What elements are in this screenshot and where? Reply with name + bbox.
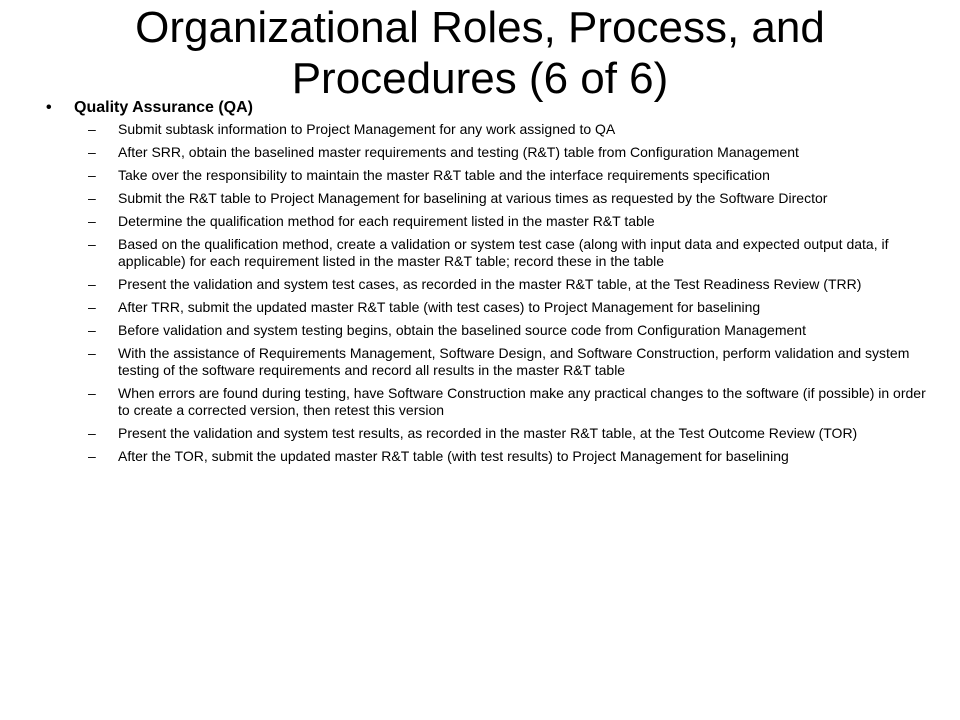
dash-marker: – xyxy=(88,213,96,229)
slide-content xyxy=(46,97,926,471)
dash-marker: – xyxy=(88,345,96,361)
sub-bullet-text: When errors are found during testing, have Software Construction make any practical changes to the software (if possible) in order to create a corrected version, then retest this version xyxy=(118,385,926,418)
slide-title: Organizational Roles, Process, and Procedures (6 of 6) xyxy=(135,3,825,103)
dash-marker: – xyxy=(88,322,96,338)
sub-bullet-text: Present the validation and system test results, as recorded in the master R&T table, at the Test Outcome Review (TOR) xyxy=(118,425,858,441)
sub-bullet-item xyxy=(46,425,926,442)
sub-bullet-item xyxy=(46,144,926,161)
sub-bullet-text: Determine the qualification method for each requirement listed in the master R&T table xyxy=(118,213,655,229)
sub-bullet-item xyxy=(46,448,926,465)
dash-marker: – xyxy=(88,448,96,464)
dash-marker: – xyxy=(88,190,96,206)
sub-bullet-text: After TRR, submit the updated master R&T table (with test cases) to Project Management for baselining xyxy=(118,299,761,315)
dash-marker: – xyxy=(88,236,96,252)
dash-marker: – xyxy=(88,276,96,292)
sub-bullet-text: After SRR, obtain the baselined master requirements and testing (R&T) table from Configuration Management xyxy=(118,144,799,160)
sub-bullet-item xyxy=(46,276,926,293)
bullet-dot: • xyxy=(46,99,52,116)
sub-bullet-text: Based on the qualification method, create a validation or system test case (along with input data and expected output data, if applicable) for each requirement listed in the master R&T table; record these in the table xyxy=(118,236,889,269)
sub-bullet-text: After the TOR, submit the updated master R&T table (with test results) to Project Management for baselining xyxy=(118,448,789,464)
dash-marker: – xyxy=(88,167,96,183)
sub-bullet-text: Submit the R&T table to Project Management for baselining at various times as requested by the Software Director xyxy=(118,190,828,206)
sub-bullet-list xyxy=(46,121,926,465)
sub-bullet-item xyxy=(46,385,926,419)
sub-bullet-item xyxy=(46,121,926,138)
dash-marker: – xyxy=(88,299,96,315)
dash-marker: – xyxy=(88,144,96,160)
dash-marker: – xyxy=(88,121,96,137)
sub-bullet-item xyxy=(46,322,926,339)
sub-bullet-item xyxy=(46,236,926,270)
section-heading: Quality Assurance (QA) xyxy=(74,99,254,116)
sub-bullet-item xyxy=(46,213,926,230)
sub-bullet-text: Take over the responsibility to maintain the master R&T table and the interface requirements specification xyxy=(118,167,770,183)
dash-marker: – xyxy=(88,425,96,441)
sub-bullet-item xyxy=(46,167,926,184)
sub-bullet-item xyxy=(46,345,926,379)
sub-bullet-text: Present the validation and system test cases, as recorded in the master R&T table, at the Test Readiness Review (TRR) xyxy=(118,276,862,292)
sub-bullet-text: Before validation and system testing begins, obtain the baselined source code from Configuration Management xyxy=(118,322,806,338)
sub-bullet-item xyxy=(46,190,926,207)
sub-bullet-item xyxy=(46,299,926,316)
sub-bullet-text: With the assistance of Requirements Management, Software Design, and Software Construction, perform validation and system testing of the software requirements and record all results in the master R&T table xyxy=(118,345,910,378)
dash-marker: – xyxy=(88,385,96,401)
sub-bullet-text: Submit subtask information to Project Management for any work assigned to QA xyxy=(118,121,616,137)
section-heading-bullet xyxy=(46,97,926,118)
